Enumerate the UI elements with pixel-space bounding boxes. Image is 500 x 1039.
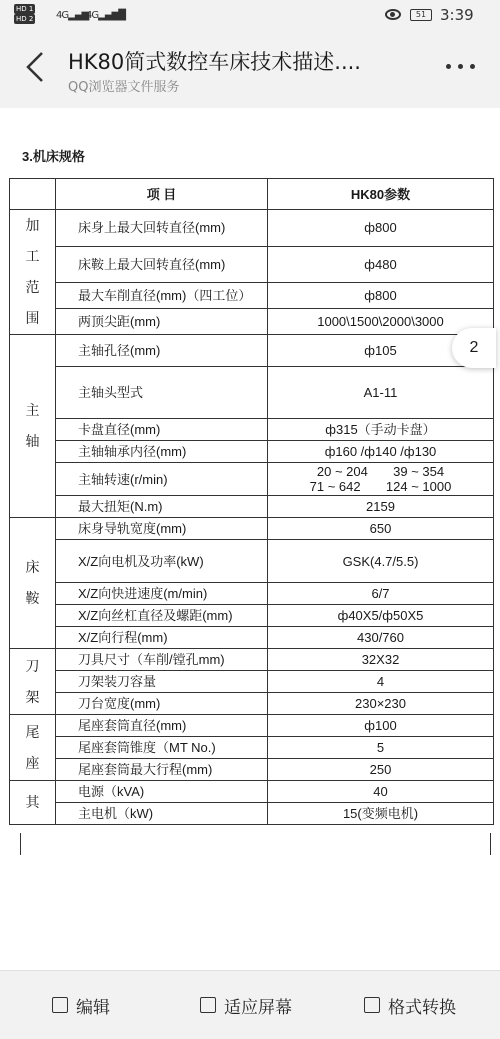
format-convert-button[interactable] [364,991,456,1019]
page-corner-mark [20,833,21,855]
table-row [10,540,494,583]
value-cell: ф100 [268,715,494,737]
format-convert-label: 格式转换 [388,997,456,1018]
value-cell: 230×230 [268,693,494,715]
value-cell: 1000\1500\2000\3000 [268,309,494,335]
table-row [10,737,494,759]
page-corner-mark [490,833,491,855]
item-cell: 尾座套筒最大行程(mm) [56,759,268,781]
battery-icon: 51 [410,9,432,21]
eye-icon [385,9,401,20]
signal-icon-1: 4G▂▄▆ [56,10,89,21]
group-label-cell [10,210,56,335]
clock: 3:39 [440,6,474,24]
table-row [10,496,494,518]
table-row [10,693,494,715]
group-label: 刀架 [25,657,40,705]
more-menu-icon[interactable] [444,62,478,72]
header-item-cell: 项 目 [56,179,268,210]
format-convert-icon [364,997,380,1013]
value-cell: 15(变频电机) [268,803,494,825]
table-row [10,671,494,693]
item-cell: X/Z向丝杠直径及螺距(mm) [56,605,268,627]
value-cell: ф800 [268,210,494,247]
fit-screen-label: 适应屏幕 [224,997,292,1018]
page-subtitle: QQ浏览器文件服务 [68,80,180,95]
edit-label: 编辑 [76,997,110,1018]
fit-screen-icon [200,997,216,1013]
sim-indicators [14,4,37,24]
page-number-badge[interactable]: 2 [452,328,496,368]
item-cell: 电源（kVA) [56,781,268,803]
group-label: 尾座 [25,723,40,771]
value-cell: 2159 [268,496,494,518]
page-title: HK80简式数控车床技术描述.... [68,50,361,74]
value-cell: 40 [268,781,494,803]
item-cell: 刀具尺寸（车削/镗孔mm) [56,649,268,671]
value-cell: 430/760 [268,627,494,649]
app-header [0,34,500,104]
group-label-cell [10,335,56,518]
table-row [10,781,494,803]
edit-button[interactable] [52,991,110,1019]
item-cell: 最大扭矩(N.m) [56,496,268,518]
bottom-toolbar [0,970,500,1039]
header-blank-cell [10,179,56,210]
value-cell: ф160 /ф140 /ф130 [268,441,494,463]
group-label-cell [10,518,56,649]
table-header-row [10,179,494,210]
value-cell: 32X32 [268,649,494,671]
item-cell: X/Z向电机及功率(kW) [56,540,268,583]
table-row [10,583,494,605]
item-cell: X/Z向行程(mm) [56,627,268,649]
group-label: 床鞍 [25,559,40,606]
item-cell: 两顶尖距(mm) [56,309,268,335]
group-label-cell [10,649,56,715]
item-cell: 主轴轴承内径(mm) [56,441,268,463]
item-cell: 床身上最大回转直径(mm) [56,210,268,247]
fit-screen-button[interactable] [200,991,292,1019]
table-row [10,210,494,247]
value-cell: 250 [268,759,494,781]
group-label-cell [10,715,56,781]
group-label: 加工范围 [25,217,40,326]
value-cell: 4 [268,671,494,693]
value-cell: 6/7 [268,583,494,605]
group-label: 其 [25,794,40,810]
signal-icon-2: 4G▂▄▆█ [86,10,125,21]
value-cell: ф315（手动卡盘） [268,419,494,441]
table-row [10,463,494,496]
table-row [10,246,494,283]
table-row [10,335,494,367]
value-cell: 650 [268,518,494,540]
spec-table [9,178,494,825]
item-cell: 主电机（kW) [56,803,268,825]
table-row [10,309,494,335]
value-cell: 20 ~ 204 39 ~ 354 71 ~ 642 124 ~ 1000 [268,463,494,496]
item-cell: 主轴转速(r/min) [56,463,268,496]
group-label: 主轴 [25,402,40,449]
table-row [10,759,494,781]
sim1-label: HD 1 [16,5,34,13]
value-cell: A1-11 [268,367,494,419]
table-row [10,803,494,825]
item-cell: X/Z向快进速度(m/min) [56,583,268,605]
table-row [10,419,494,441]
item-cell: 尾座套筒直径(mm) [56,715,268,737]
table-row [10,605,494,627]
item-cell: 床身导轨宽度(mm) [56,518,268,540]
table-row [10,715,494,737]
table-row [10,283,494,309]
header-param-cell: HK80参数 [268,179,494,210]
value-cell: ф480 [268,246,494,283]
item-cell: 尾座套筒锥度（MT No.) [56,737,268,759]
table-row [10,627,494,649]
item-cell: 刀架装刀容量 [56,671,268,693]
item-cell: 主轴孔径(mm) [56,335,268,367]
item-cell: 主轴头型式 [56,367,268,419]
value-cell: ф800 [268,283,494,309]
table-row [10,367,494,419]
group-label-cell [10,781,56,825]
value-cell: ф105 [268,335,494,367]
item-cell: 刀台宽度(mm) [56,693,268,715]
value-cell: GSK(4.7/5.5) [268,540,494,583]
value-cell: 5 [268,737,494,759]
back-arrow-icon[interactable] [22,50,48,84]
sim2-label: HD 2 [16,15,34,23]
document-view[interactable] [0,108,500,970]
edit-icon [52,997,68,1013]
section-heading: 3.机床规格 [22,149,85,164]
item-cell: 卡盘直径(mm) [56,419,268,441]
item-cell: 床鞍上最大回转直径(mm) [56,246,268,283]
table-row [10,518,494,540]
item-cell: 最大车削直径(mm)（四工位） [56,283,268,309]
value-cell: ф40X5/ф50X5 [268,605,494,627]
status-bar [0,0,500,34]
table-row [10,441,494,463]
table-row [10,649,494,671]
